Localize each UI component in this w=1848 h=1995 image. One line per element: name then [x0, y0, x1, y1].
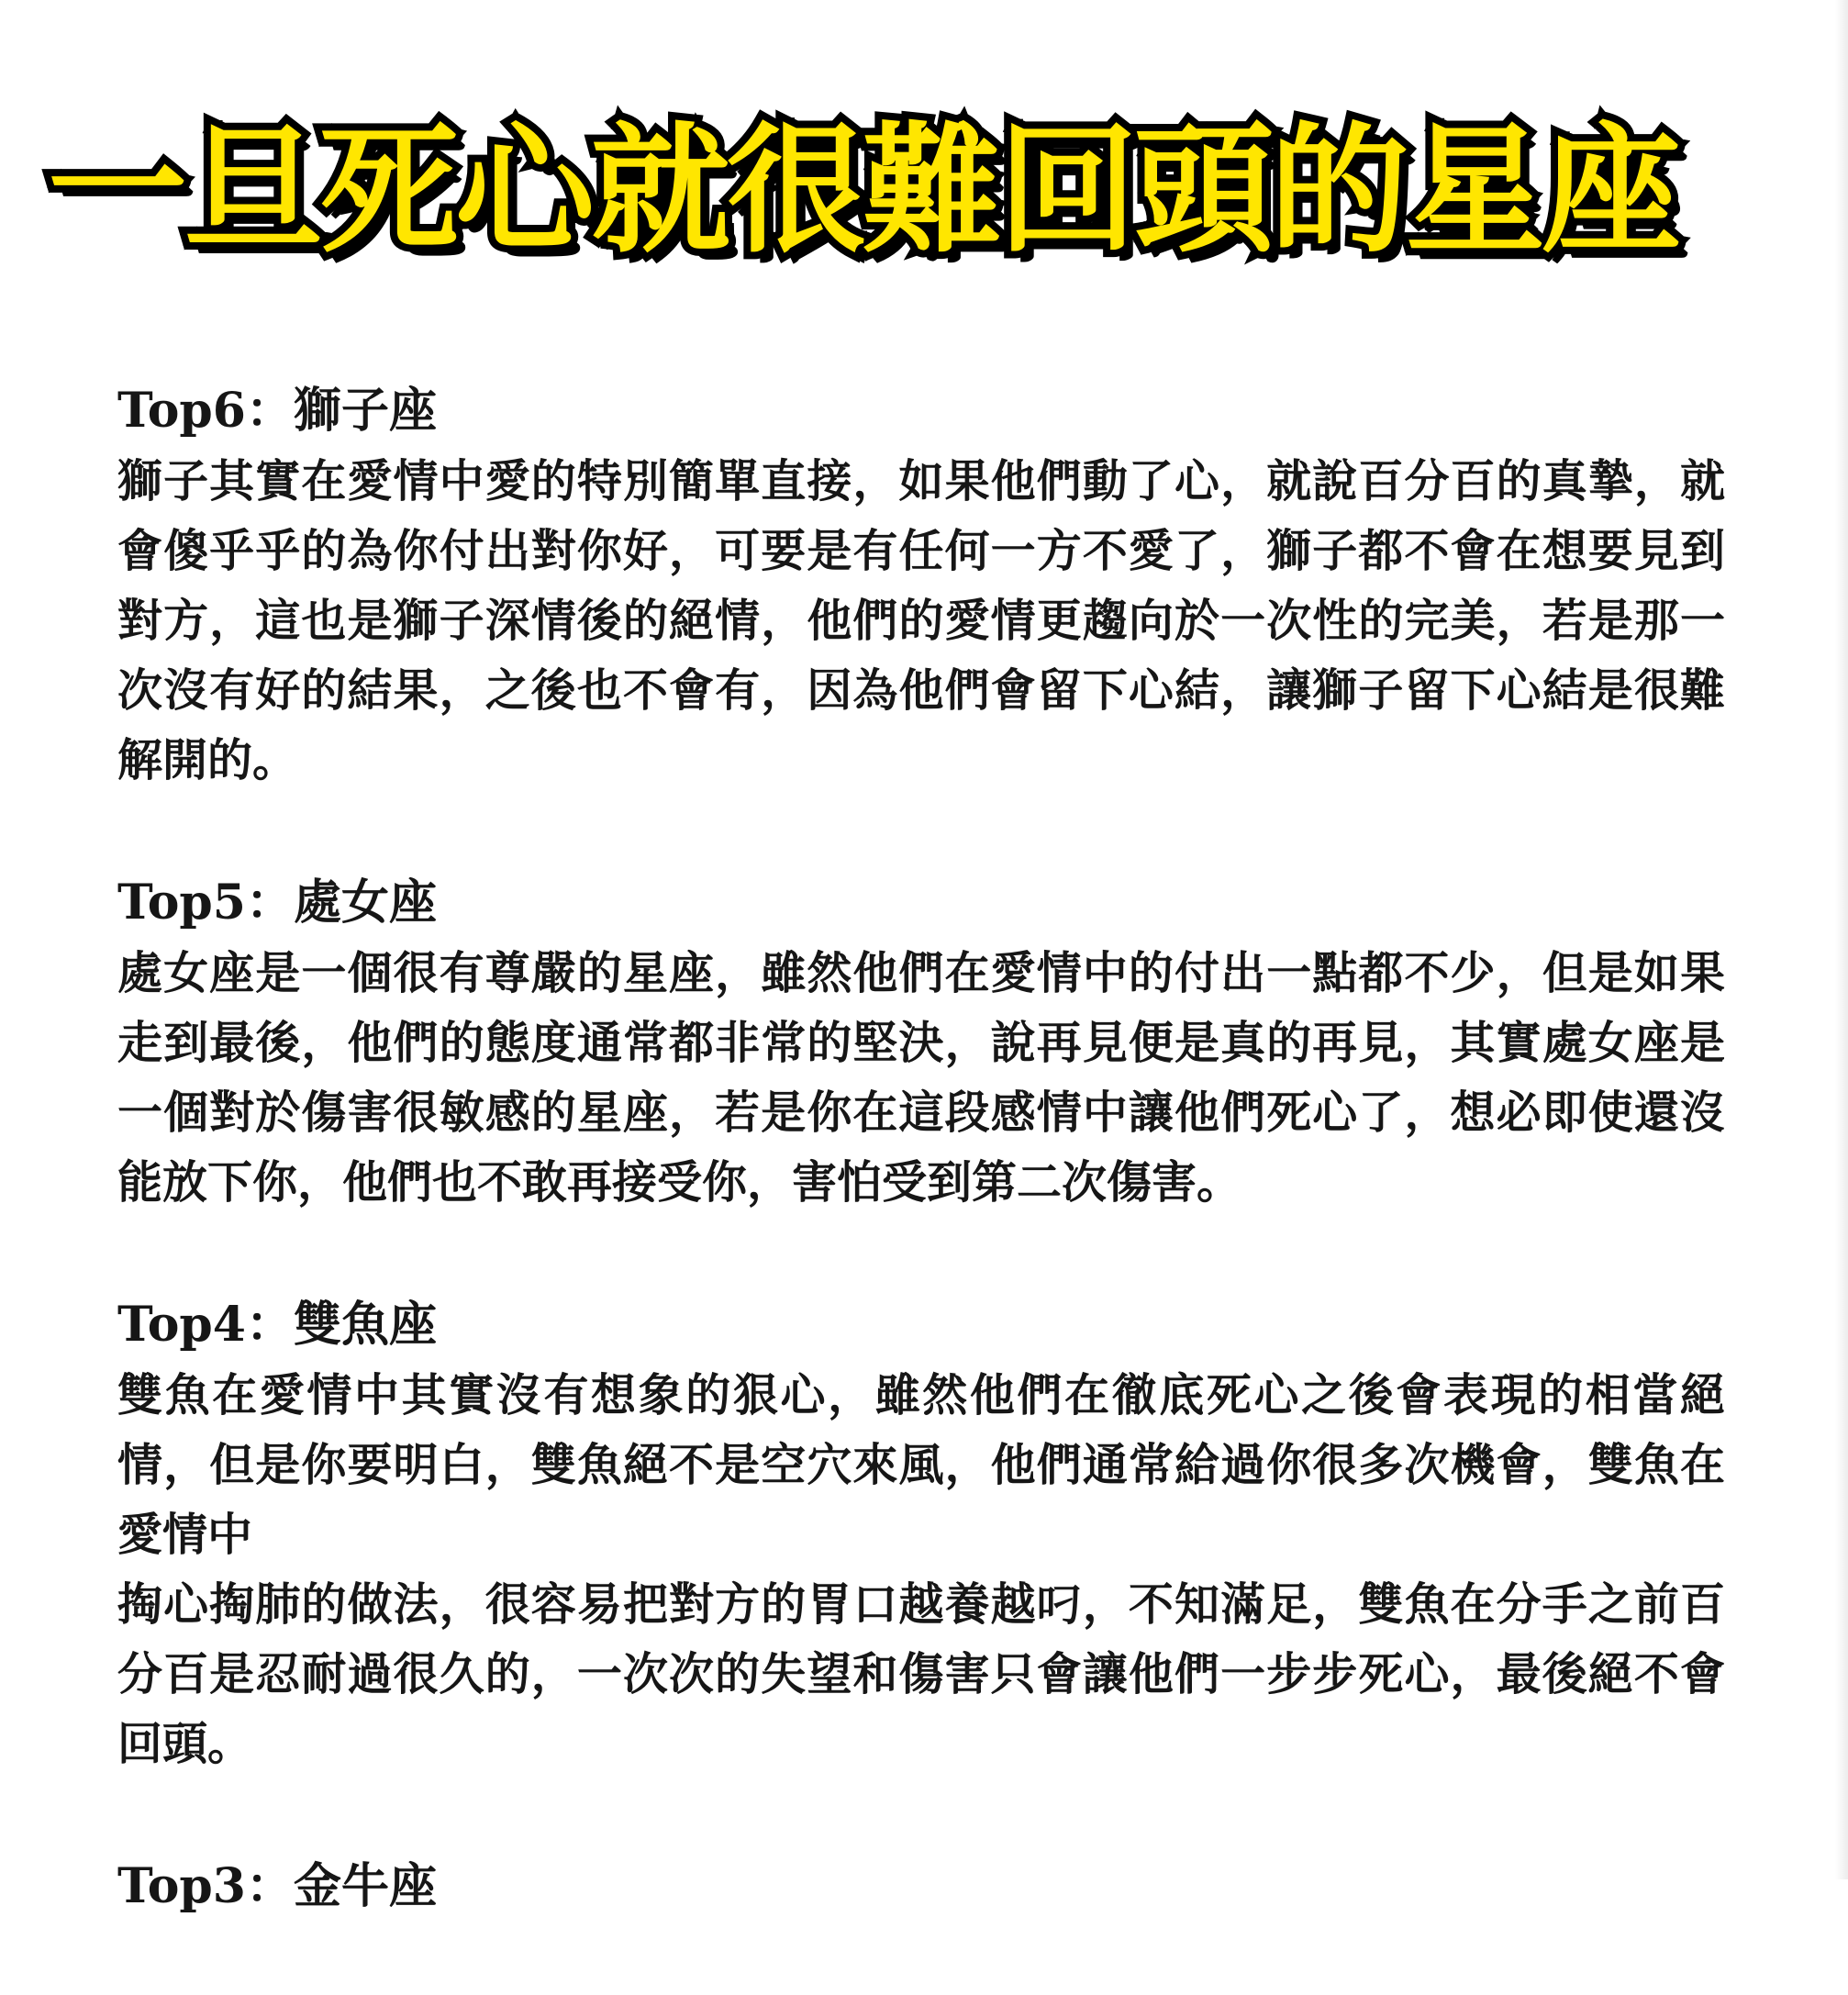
section-paragraph: 雙魚在愛情中其實沒有想象的狠心，雖然他們在徹底死心之後會表現的相當絕情，但是你要明白，雙魚絕不是空穴來風，他們通常給過你很多次機會，雙魚在愛情中	[117, 1368, 1725, 1561]
section-heading: Top4：雙魚座	[117, 1297, 437, 1353]
page-edge-shadow	[1835, 0, 1848, 1879]
section-top6	[117, 376, 1725, 795]
section-heading: Top3：金牛座	[117, 1858, 437, 1914]
section-paragraph: 獅子其實在愛情中愛的特別簡單直接，如果他們動了心，就說百分百的真摯，就會傻乎乎的為你付出對你好，可要是有任何一方不愛了，獅子都不會在想要見到對方，這也是獅子深情後的絕情，他們的愛情更趨向於一次性的完美，若是那一次沒有好的結果，之後也不會有，因為他們會留下心結，讓獅子留下心結是很難解開的。	[117, 454, 1725, 786]
page-title: 一旦死心就很難回頭的星座	[48, 109, 1677, 272]
section-top3	[117, 1852, 1725, 1922]
section-paragraph: 掏心掏肺的做法，很容易把對方的胃口越養越叼，不知滿足，雙魚在分手之前百分百是忍耐過很久的，一次次的失望和傷害只會讓他們一步步死心，最後絕不會回頭。	[117, 1577, 1725, 1770]
section-paragraph: 處女座是一個很有尊嚴的星座，雖然他們在愛情中的付出一點都不少，但是如果走到最後，他們的態度通常都非常的堅決，說再見便是真的再見，其實處女座是一個對於傷害很敏感的星座，若是你在這段感情中讓他們死心了，想必即使還沒能放下你，他們也不敢再接受你，害怕受到第二次傷害。	[117, 946, 1725, 1209]
section-heading: Top6：獅子座	[117, 383, 437, 439]
section-top4	[117, 1290, 1725, 1778]
article-body	[117, 376, 1725, 1995]
section-heading: Top5：處女座	[117, 875, 437, 931]
section-top5	[117, 868, 1725, 1217]
